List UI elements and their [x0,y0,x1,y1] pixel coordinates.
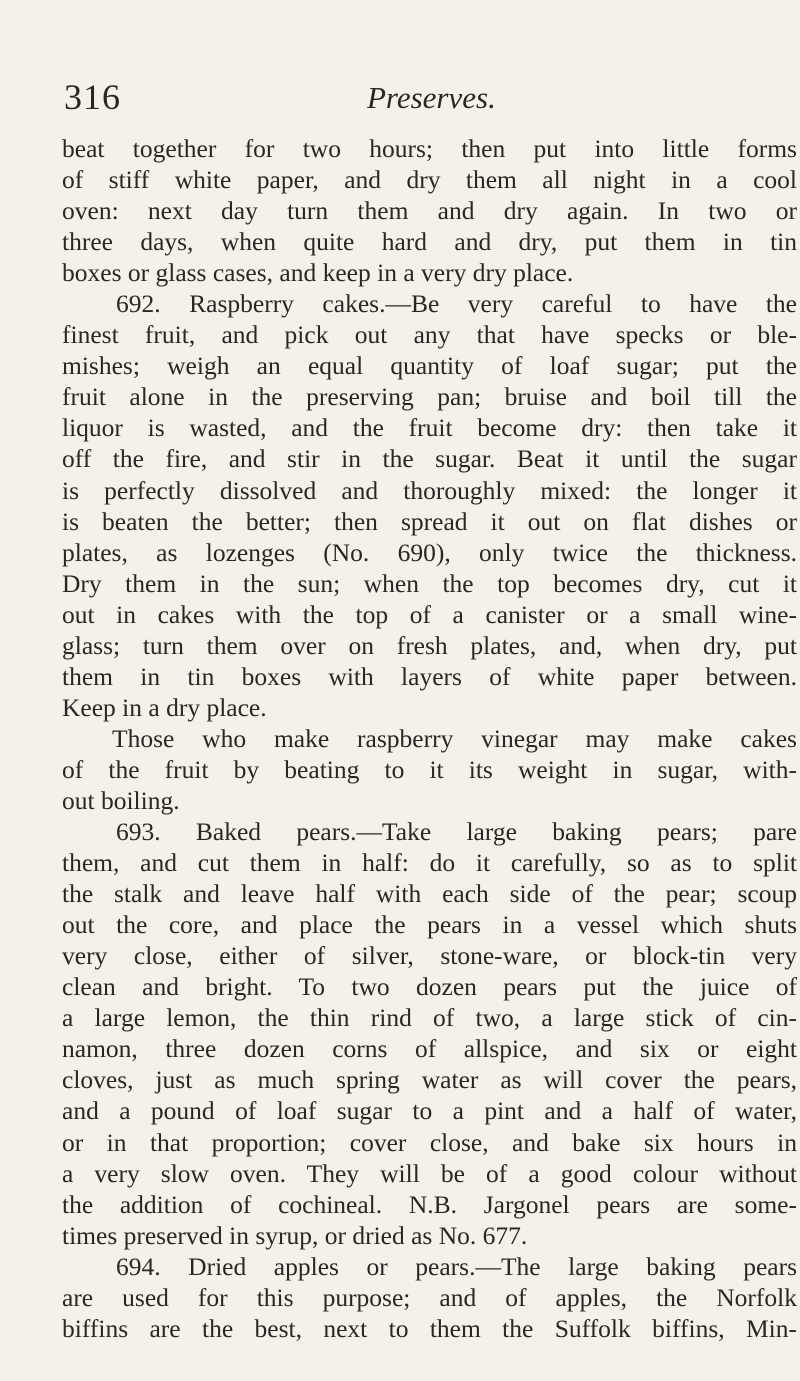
text-line: very close, either of silver, stone-ware, or block-tin very [62,941,797,971]
text-line: them in tin boxes with layers of white paper between. [62,661,797,691]
running-head: Preserves. [367,80,496,115]
text-line: plates, as lozenges (No. 690), only twice the thickness. [62,537,797,567]
section-heading-694: 694. Dried apples or pears.—The large baking pears [116,1251,797,1281]
text-line: of the fruit by beating to it its weight in sugar, with- [62,754,797,784]
text-line: clean and bright. To two dozen pears put the juice of [62,972,797,1002]
text-line: mishes; weigh an equal quantity of loaf sugar; put the [62,351,797,381]
text-line: is beaten the better; then spread it out on flat dishes or [62,506,797,536]
text-line: and a pound of loaf sugar to a pint and a half of water, [62,1096,797,1126]
section-heading-693: 693. Baked pears.—Take large baking pears; pare [116,817,797,847]
text-line: beat together for two hours; then put into little forms [62,134,797,163]
page-number: 316 [64,77,121,117]
text-line: off the fire, and stir in the sugar. Beat it until the sugar [62,444,797,474]
text-line: Dry them in the sun; when the top becomes dry, cut it [62,568,797,598]
text-line: are used for this purpose; and of apples, the Norfolk [62,1282,797,1312]
text-line: or in that proportion; cover close, and bake six hours in [62,1127,797,1157]
text-line: the addition of cochineal. N.B. Jargonel pears are some- [62,1189,797,1219]
text-line: glass; turn them over on fresh plates, and, when dry, put [62,630,797,660]
text-line: out in cakes with the top of a canister or a small wine- [62,599,797,629]
text-line: liquor is wasted, and the fruit become dry: then take it [62,413,797,443]
text-line: out boiling. [62,785,180,815]
text-line: out the core, and place the pears in a vessel which shuts [62,910,797,940]
text-line: oven: next day turn them and dry again. In two or [62,196,797,226]
text-line: of stiff white paper, and dry them all night in a cool [62,165,797,195]
text-line: finest fruit, and pick out any that have specks or ble- [62,320,797,350]
text-line: cloves, just as much spring water as will cover the pears, [62,1065,797,1095]
body-text [62,133,797,1344]
text-line: boxes or glass cases, and keep in a very dry place. [62,258,574,288]
text-line: a large lemon, the thin rind of two, a large stick of cin- [62,1003,797,1033]
text-line: times preserved in syrup, or dried as No. 677. [62,1220,528,1250]
text-line: them, and cut them in half: do it carefully, so as to split [62,848,797,878]
text-line: the stalk and leave half with each side of the pear; scoup [62,879,797,909]
text-line: Those who make raspberry vinegar may make cakes [112,723,797,753]
text-line: Keep in a dry place. [62,692,267,722]
text-line: fruit alone in the preserving pan; bruise and boil till the [62,382,797,412]
text-line: biffins are the best, next to them the Suffolk biffins, Min- [62,1313,797,1343]
text-line: is perfectly dissolved and thoroughly mixed: the longer it [62,475,797,505]
text-line: three days, when quite hard and dry, put them in tin [62,227,797,257]
section-heading-692: 692. Raspberry cakes.—Be very careful to have the [116,289,797,319]
text-line: namon, three dozen corns of allspice, and six or eight [62,1034,797,1064]
page-header [0,76,800,116]
text-line: a very slow oven. They will be of a good colour without [62,1158,797,1188]
